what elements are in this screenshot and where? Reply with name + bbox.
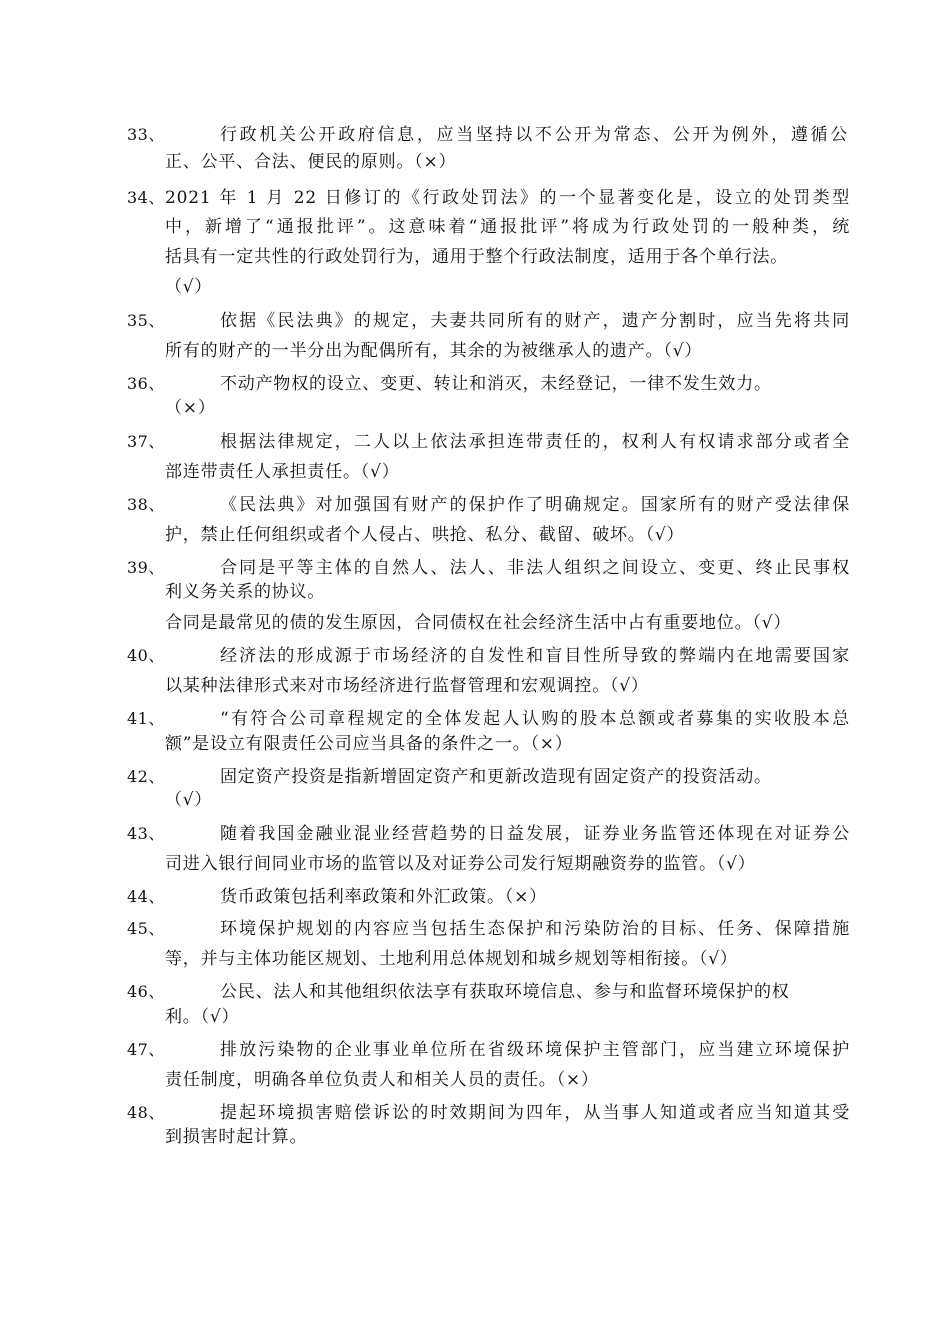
item-number: 44、 (127, 887, 165, 906)
item-text-line: 正、公平、合法、便民的原则。（×） (165, 152, 457, 172)
item-text-line: 以某种法律形式来对市场经济进行监督管理和宏观调控。（√） (165, 676, 649, 696)
item-number: 37、 (127, 432, 165, 451)
item-number: 36、 (127, 374, 165, 393)
item-number: 39、 (127, 558, 165, 577)
item-text-line: 2021 年 1 月 22 日修订的《行政处罚法》的一个显著变化是，设立的处罚类型 (165, 188, 850, 208)
item-text-line: 《民法典》对加强国有财产的保护作了明确规定。国家所有的财产受法律保 (220, 495, 850, 515)
item-text-line: 护，禁止任何组织或者个人侵占、哄抢、私分、截留、破坏。（√） (165, 525, 685, 545)
item-text-line: 固定资产投资是指新增固定资产和更新改造现有固定资产的投资活动。 (220, 767, 772, 787)
item-number: 42、 (127, 767, 165, 786)
item-text-line: 行政机关公开政府信息，应当坚持以不公开为常态、公开为例外，遵循公 (220, 125, 848, 145)
item-number: 41、 (127, 709, 165, 728)
item-number: 48、 (127, 1103, 165, 1122)
item-text-line: 部连带责任人承担责任。（√） (165, 462, 400, 482)
item-text-line: 中，新增了“通报批评”。这意味着“通报批评”将成为行政处罚的一般种类，统 (165, 217, 850, 237)
item-text-line: 环境保护规划的内容应当包括生态保护和污染防治的目标、任务、保障措施 (220, 919, 850, 939)
item-number: 34、 (127, 188, 165, 207)
item-text-line: 等，并与主体功能区规划、土地利用总体规划和城乡规划等相衔接。（√） (165, 949, 738, 969)
item-text-line: 利。（√） (165, 1007, 240, 1027)
item-text-line: 额”是设立有限责任公司应当具备的条件之一。（×） (165, 734, 573, 754)
item-number: 43、 (127, 824, 165, 843)
item-text-line: 所有的财产的一半分出为配偶所有，其余的为被继承人的遗产。（√） (165, 341, 703, 361)
item-text-line: （√） (165, 790, 213, 810)
item-text-line: 经济法的形成源于市场经济的自发性和盲目性所导致的弊端内在地需要国家 (220, 646, 850, 666)
item-text-line: 司进入银行间同业市场的监管以及对证券公司发行短期融资券的监管。（√） (165, 854, 756, 874)
item-text-line: 提起环境损害赔偿诉讼的时效期间为四年，从当事人知道或者应当知道其受 (220, 1103, 850, 1123)
item-number: 47、 (127, 1040, 165, 1059)
item-text-line: （√） (165, 277, 213, 297)
item-text-line: 货币政策包括利率政策和外汇政策。（×） (220, 887, 547, 907)
item-text-line: 公民、法人和其他组织依法享有获取环境信息、参与和监督环境保护的权 (220, 982, 790, 1002)
item-text-line: 随着我国金融业混业经营趋势的日益发展，证券业务监管还体现在对证券公 (220, 824, 850, 844)
item-number: 46、 (127, 982, 165, 1001)
item-text-line: 到损害时起计算。 (165, 1127, 308, 1147)
item-number: 40、 (127, 646, 165, 665)
item-text-line: 合同是最常见的债的发生原因，合同债权在社会经济生活中占有重要地位。（√） (165, 613, 792, 633)
item-text-line: 责任制度，明确各单位负责人和相关人员的责任。（×） (165, 1070, 599, 1090)
item-text-line: （×） (165, 398, 216, 418)
item-number: 33、 (127, 125, 165, 144)
item-text-line: “有符合公司章程规定的全体发起人认购的股本总额或者募集的实收股本总 (220, 709, 850, 729)
item-text-line: 依据《民法典》的规定，夫妻共同所有的财产，遗产分割时，应当先将共同 (220, 311, 850, 331)
item-number: 45、 (127, 919, 165, 938)
item-text-line: 根据法律规定，二人以上依法承担连带责任的，权利人有权请求部分或者全 (220, 432, 850, 452)
item-text-line: 排放污染物的企业事业单位所在省级环境保护主管部门，应当建立环境保护 (220, 1040, 850, 1060)
item-number: 35、 (127, 311, 165, 330)
item-text-line: 合同是平等主体的自然人、法人、非法人组织之间设立、变更、终止民事权 (220, 558, 850, 578)
item-number: 38、 (127, 495, 165, 514)
item-text-line: 括具有一定共性的行政处罚行为，通用于整个行政法制度，适用于各个单行法。 (165, 247, 788, 267)
item-text-line: 不动产物权的设立、变更、转让和消灭，未经登记，一律不发生效力。 (220, 374, 772, 394)
item-text-line: 利义务关系的协议。 (165, 582, 326, 602)
